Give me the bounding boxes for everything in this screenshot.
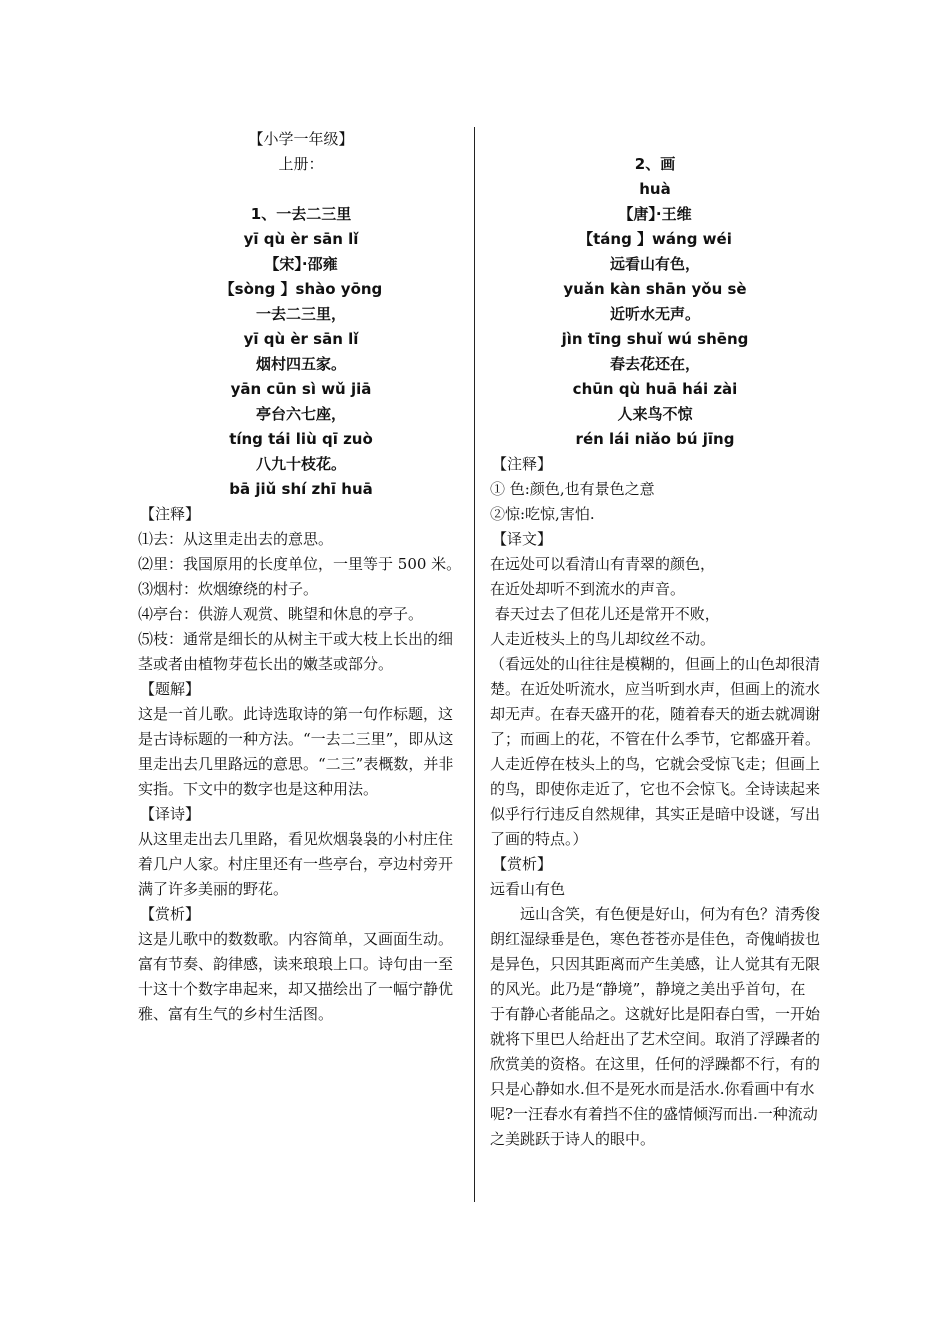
column-divider <box>474 127 475 1202</box>
appreciation-heading: 【赏析】 <box>140 905 201 923</box>
note-item: ⑸枝：通常是细长的从树主干或大枝上长出的细茎或者由植物芽苞长出的嫩茎或部分。 <box>138 630 454 673</box>
poem-line: 近听水无声。 <box>609 305 700 323</box>
explain-text: 这是一首儿歌。此诗选取诗的第一句作标题，这是古诗标题的一种方法。“一去二三里”，即从这里走出去几里路远的意思。“二三”表概数，并非实指。下文中的数字也是这种用法。 <box>138 705 454 798</box>
poem-line-pinyin: yuǎn kàn shān yǒu sè <box>563 280 747 298</box>
spacer <box>138 177 464 202</box>
appreciation-subtitle: 远看山有色 <box>490 880 566 898</box>
poem-line-pinyin: jìn tīng shuǐ wú shēng <box>561 330 749 348</box>
poem-line: 亭台六七座， <box>255 405 346 423</box>
poem-author-pinyin: 【sòng 】shào yōng <box>219 280 383 298</box>
translation-text: 从这里走出去几里路，看见炊烟袅袅的小村庄住着几户人家。村庄里还有一些亭台，亭边村旁开满了许多美丽的野花。 <box>138 830 454 898</box>
note-item: ⑵里：我国原用的长度单位，一里等于 500 米。 <box>138 555 462 573</box>
volume-label: 上册： <box>278 155 324 173</box>
poem-line-pinyin: yī qù èr sān lǐ <box>243 330 359 348</box>
translation-paragraph: （看远处的山往往是模糊的，但画上的山色却很清楚。在近处听流水，应当听到水声，但画上的流水却无声。在春天盛开的花，随着春天的逝去就凋谢了；而画上的花，不管在什么季节，它都盛开着。人走近停在枝头上的鸟，它就会受惊飞走；但画上的鸟，即使你走近了，它也不会惊飞。全诗读起来似乎行行违反自然规律，其实正是暗中设谜，写出了画的特点。） <box>490 655 821 848</box>
poem-title-pinyin: huà <box>639 180 671 198</box>
translation-line: 在远处可以看清山有青翠的颜色， <box>490 555 716 573</box>
poem-title-pinyin: yī qù èr sān lǐ <box>243 230 359 248</box>
poem-author: 【宋】·邵雍 <box>264 255 338 273</box>
spacer <box>490 127 820 152</box>
poem-line: 人来鸟不惊 <box>617 405 693 423</box>
poem-line: 远看山有色， <box>609 255 700 273</box>
poem-line: 春去花还在， <box>609 355 700 373</box>
poem-line-pinyin: bā jiǔ shí zhī huā <box>229 480 373 498</box>
poem-line-pinyin: tíng tái liù qī zuò <box>229 430 373 448</box>
note-item: ① 色:颜色,也有景色之意 <box>490 480 655 498</box>
poem-title: 1、一去二三里 <box>250 205 352 223</box>
poem-title: 2、画 <box>634 155 676 173</box>
poem-line-pinyin: yān cūn sì wǔ jiā <box>230 380 372 398</box>
poem-author-pinyin: 【táng 】wáng wéi <box>578 230 732 248</box>
notes-heading: 【注释】 <box>492 455 553 473</box>
grade-heading: 【小学一年级】 <box>248 130 354 148</box>
poem-line-pinyin: chūn qù huā hái zài <box>572 380 738 398</box>
poem-line: 八九十枝花。 <box>255 455 346 473</box>
left-column <box>138 127 464 1027</box>
appreciation-text: 远山含笑，有色便是好山，何为有色？清秀俊朗红湿绿垂是色，寒色苍苍亦是佳色，奇傀峭拔也是异色，只因其距离而产生美感，让人觉其有无限的风光。此乃是“静境”，静境之美出乎首句，在于有静心者能品之。这就好比是阳春白雪，一开始就将下里巴人给赶出了艺术空间。取消了浮躁者的欣赏美的资格。在这里，任何的浮躁都不行，有的只是心静如水.但不是死水而是活水.你看画中有水呢?一汪春水有着挡不住的盛情倾泻而出.一种流动之美跳跃于诗人的眼中。 <box>490 905 821 1148</box>
translation-line: 人走近枝头上的鸟儿却纹丝不动。 <box>490 630 716 648</box>
translation-heading: 【译诗】 <box>140 805 201 823</box>
note-item: ⑶烟村：炊烟缭绕的村子。 <box>138 580 319 598</box>
right-column <box>490 127 820 1152</box>
translation-line: 春天过去了但花儿还是常开不败， <box>490 605 720 623</box>
translation-heading: 【译文】 <box>492 530 553 548</box>
note-item: ⑴去：从这里走出去的意思。 <box>138 530 334 548</box>
appreciation-heading: 【赏析】 <box>492 855 553 873</box>
poem-line: 烟村四五家。 <box>255 355 346 373</box>
poem-line: 一去二三里， <box>255 305 346 323</box>
poem-author: 【唐】·王维 <box>618 205 692 223</box>
explain-heading: 【题解】 <box>140 680 201 698</box>
note-item: ⑷亭台：供游人观赏、眺望和休息的亭子。 <box>138 605 424 623</box>
poem-line-pinyin: rén lái niǎo bú jīng <box>575 430 735 448</box>
appreciation-text: 这是儿歌中的数数歌。内容简单，又画面生动。富有节奏、韵律感，读来琅琅上口。诗句由一至十这十个数字串起来，却又描绘出了一幅宁静优雅、富有生气的乡村生活图。 <box>138 930 454 1023</box>
note-item: ②惊:吃惊,害怕. <box>490 505 595 523</box>
translation-line: 在近处却听不到流水的声音。 <box>490 580 686 598</box>
notes-heading: 【注释】 <box>140 505 201 523</box>
